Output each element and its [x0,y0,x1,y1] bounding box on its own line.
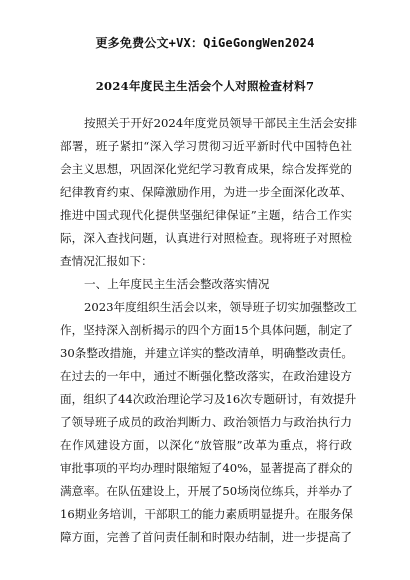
body-line: 16期业务培训，干部职工的能力素质明显提升。在服务保 [60,507,354,521]
body-line: 纪律教育约束、保障激励作用，为进一步全面深化改革、 [60,185,352,199]
body-line: 查情况汇报如下： [60,254,153,268]
body-line: 推进中国式现代化提供坚强纪律保证”主题，结合工作实 [60,208,352,222]
body-line: 部署，班子紧扣“深入学习贯彻习近平新时代中国特色社 [60,139,352,153]
body-line: 一、上年度民主生活会整改落实情况 [84,277,270,291]
body-line: 作，坚持深入剖析揭示的四个方面15个具体问题，制定了 [60,323,354,337]
body-line: 按照关于开好2024年度党员领导干部民主生活会安排 [84,116,357,130]
body-line: 会主义思想，巩固深化党纪学习教育成果，综合发挥党的 [60,162,352,176]
body-line: 面，组织了44次政治理论学习及16次专题研讨，有效提升 [60,392,357,406]
watermark-header: 更多免费公文+VX：QiGeGongWen2024 [95,36,315,50]
body-line: 障方面，完善了首问责任制和时限办结制，进一步提高了 [60,530,352,544]
body-line: 际，深入查找问题，认真进行对照检查。现将班子对照检 [60,231,352,245]
document-title: 2024年度民主生活会个人对照检查材料7 [95,79,315,93]
body-line: 在过去的一年中，通过不断强化整改落实，在政治建设方 [60,369,352,383]
body-line: 2023年度组织生活会以来，领导班子切实加强整改工 [84,300,357,314]
body-line: 了领导班子成员的政治判断力、政治领悟力与政治执行力 [60,415,352,429]
body-line: 满意率。在队伍建设上，开展了50场岗位练兵，并举办了 [60,484,354,498]
body-line: 30条整改措施，并建立详实的整改清单，明确整改责任。 [60,346,354,360]
document-body [60,112,357,549]
body-line: 在作风建设方面，以深化“放管服”改革为重点，将行政 [60,438,352,452]
body-line: 审批事项的平均办理时限缩短了40%，显著提高了群众的 [60,461,353,475]
